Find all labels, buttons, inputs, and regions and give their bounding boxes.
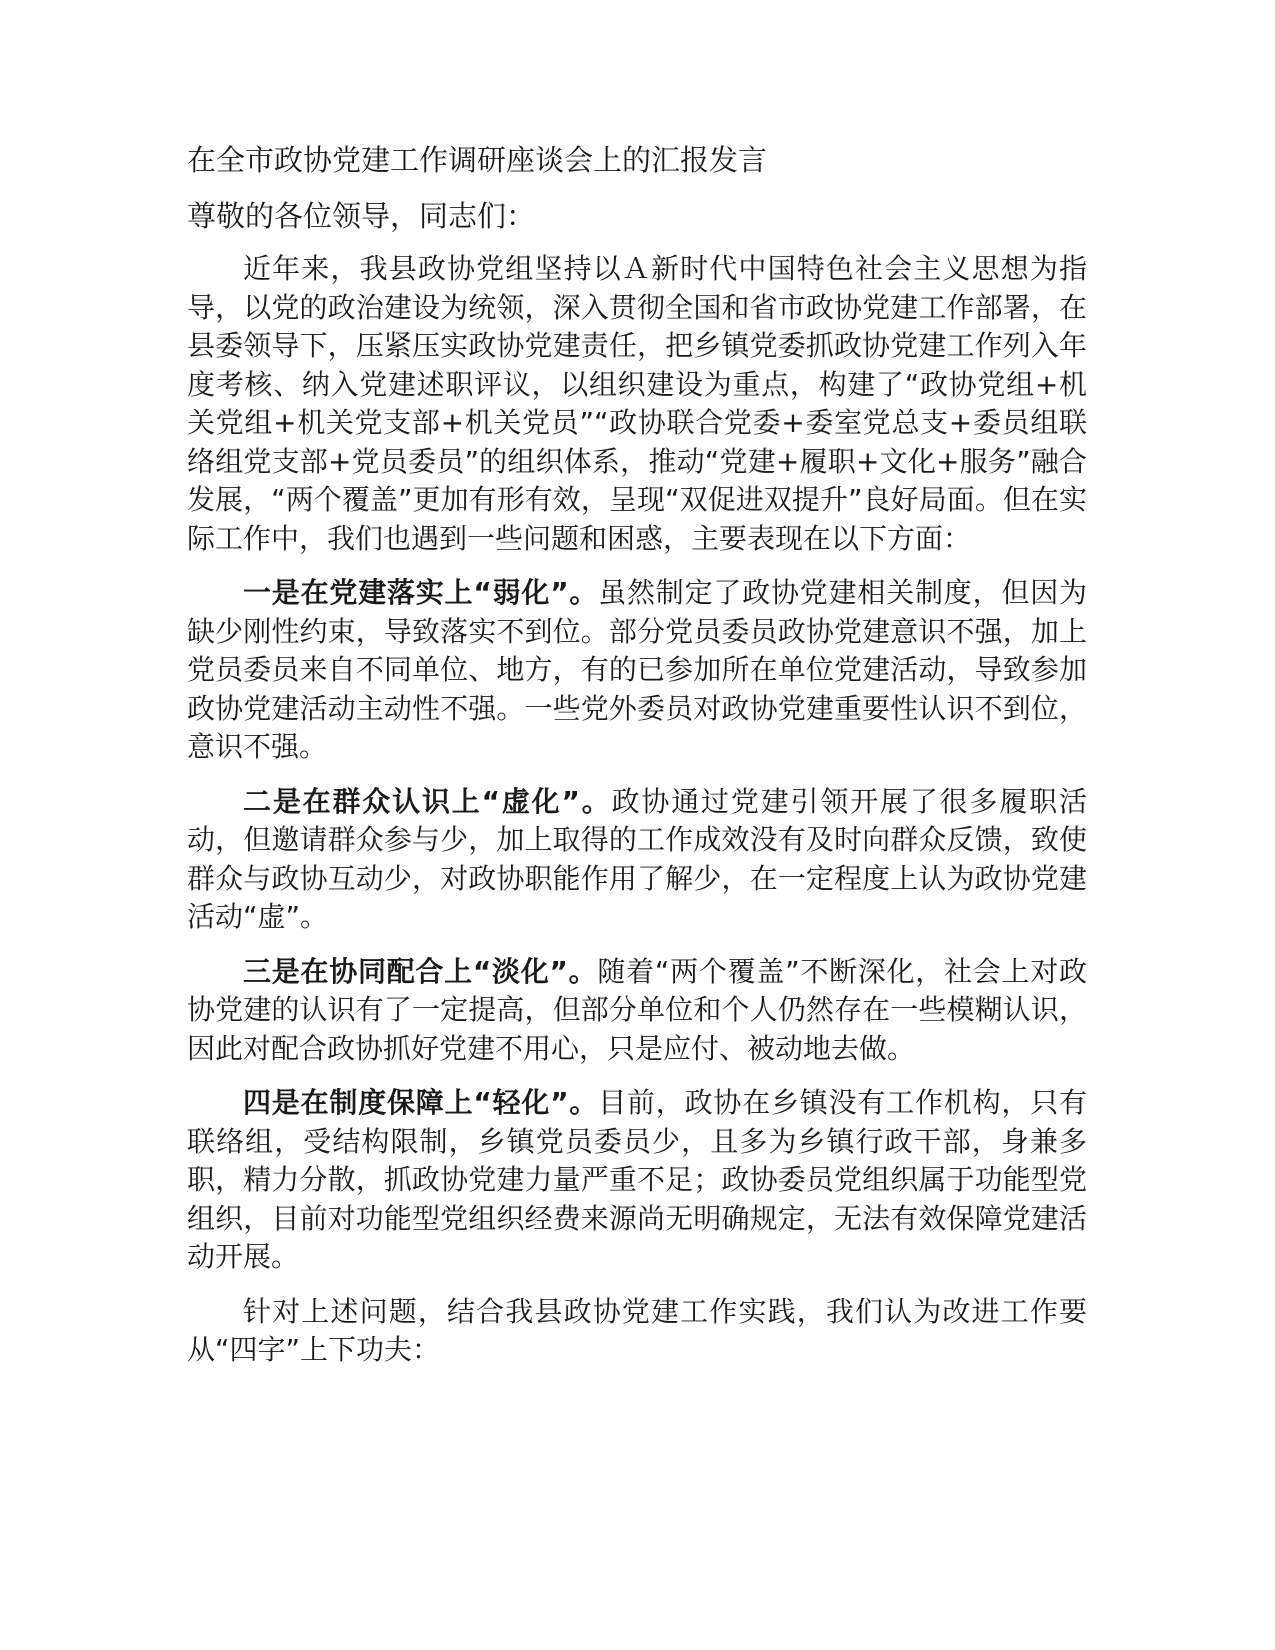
document-page [187, 140, 1087, 1386]
paragraph-lead: 三是在协同配合上“淡化”。 [243, 954, 598, 988]
paragraph-problem-1 [187, 574, 1087, 767]
paragraph-lead: 四是在制度保障上“轻化”。 [243, 1086, 599, 1119]
paragraph-text: 针对上述问题，结合我县政协党建工作实践，我们认为改进工作要从“四字”上下功夫： [187, 1294, 1087, 1366]
paragraph-conclusion [187, 1293, 1087, 1370]
paragraph-lead: 一是在党建落实上“弱化”。 [243, 576, 599, 609]
paragraph-text: 目前，政协在乡镇没有工作机构，只有联络组，受结构限制，乡镇党员委员少，且多为乡镇行政干部，身兼多职，精力分散，抓政协党建力量严重不足；政协委员党组织属于功能型党组织，目前对功能型党组织经费来源尚无明确规定，无法有效保障党建活动开展。 [187, 1086, 1087, 1273]
paragraph-problem-4 [187, 1084, 1087, 1277]
paragraph-problem-3 [187, 953, 1087, 1069]
paragraph-text: 虽然制定了政协党建相关制度，但因为缺少刚性约束，导致落实不到位。部分党员委员政协党建意识不强，加上党员委员来自不同单位、地方，有的已参加所在单位党建活动，导致参加政协党建活动主动性不强。一些党外委员对政协党建重要性认识不到位，意识不强。 [187, 576, 1087, 763]
document-title: 在全市政协党建工作调研座谈会上的汇报发言 [187, 143, 768, 177]
paragraph-intro [187, 250, 1087, 558]
paragraph-text: 近年来，我县政协党组坚持以Ａ新时代中国特色社会主义思想为指导，以党的政治建设为统领，深入贯彻全国和省市政协党建工作部署，在县委领导下，压紧压实政协党建责任，把乡镇党委抓政协党建工作列入年度考核、纳入党建述职评议，以组织建设为重点，构建了“政协党组+机关党组+机关党支部+机关党员”“政协联合党委+委室党总支+委员组联络组党支部+党员委员”的组织体系，推动“党建+履职+文化+服务”融合发展，“两个覆盖”更加有形有效，呈现“双促进双提升”良好局面。但在实际工作中，我们也遇到一些问题和困惑，主要表现在以下方面： [187, 252, 1087, 555]
paragraph-text: 政协通过党建引领开展了很多履职活动，但邀请群众参与少，加上取得的工作成效没有及时向群众反馈，致使群众与政协互动少，对政协职能作用了解少，在一定程度上认为政协党建活动“虚”。 [187, 784, 1087, 933]
paragraph-lead: 二是在群众认识上“虚化”。 [243, 784, 612, 818]
paragraph-text: 随着“两个覆盖”不断深化，社会上对政协党建的认识有了一定提高，但部分单位和个人仍然存在一些模糊认识，因此对配合政协抓好党建不用心，只是应付、被动地去做。 [187, 954, 1087, 1065]
salutation: 尊敬的各位领导，同志们： [187, 199, 536, 233]
paragraph-problem-2 [187, 783, 1087, 937]
